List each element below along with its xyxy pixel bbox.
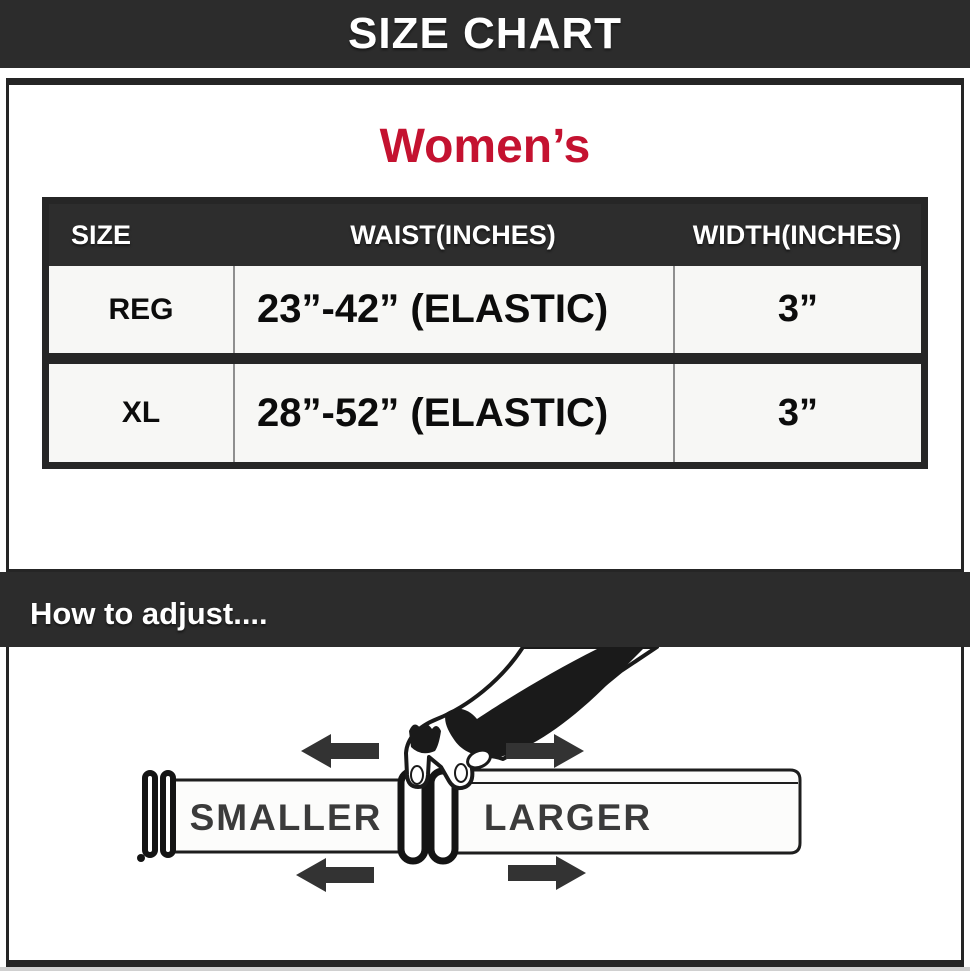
womens-size-panel — [6, 78, 964, 572]
column-header-waist: WAIST(INCHES) — [350, 219, 556, 250]
cell-width-xl: 3” — [673, 364, 921, 462]
column-header-width: WIDTH(INCHES) — [692, 219, 902, 250]
title-bar — [0, 0, 970, 68]
page-title: SIZE CHART — [348, 9, 622, 58]
smaller-label: SMALLER — [189, 797, 383, 838]
column-header-size: SIZE — [71, 219, 132, 250]
arrow-left-icon — [296, 858, 374, 892]
how-to-adjust-heading: How to adjust.... — [30, 595, 268, 631]
divider-gap — [0, 68, 970, 78]
cell-size-xl: XL — [121, 396, 161, 429]
table-row-reg — [49, 266, 921, 364]
how-to-adjust-band — [0, 572, 970, 647]
bottom-edge-strip — [0, 967, 970, 971]
section-title-womens: Women’s — [379, 120, 591, 173]
cell-size-reg: REG — [108, 292, 174, 326]
arrow-left-icon — [301, 734, 379, 768]
table-row-xl — [49, 364, 921, 462]
cell-width-reg: 3” — [673, 266, 921, 353]
larger-label: LARGER — [483, 797, 653, 838]
arrow-right-icon — [508, 856, 586, 890]
size-table — [42, 197, 928, 469]
size-table-header-row — [49, 204, 921, 266]
cell-waist-reg: 23”-42” (ELASTIC) — [233, 266, 673, 353]
cell-waist-xl: 28”-52” (ELASTIC) — [233, 364, 673, 462]
belt-adjust-diagram-panel — [6, 647, 964, 967]
belt-end-buckle-icon — [137, 773, 173, 862]
belt-adjust-diagram — [9, 647, 961, 960]
hand-pinch-icon — [406, 647, 657, 788]
